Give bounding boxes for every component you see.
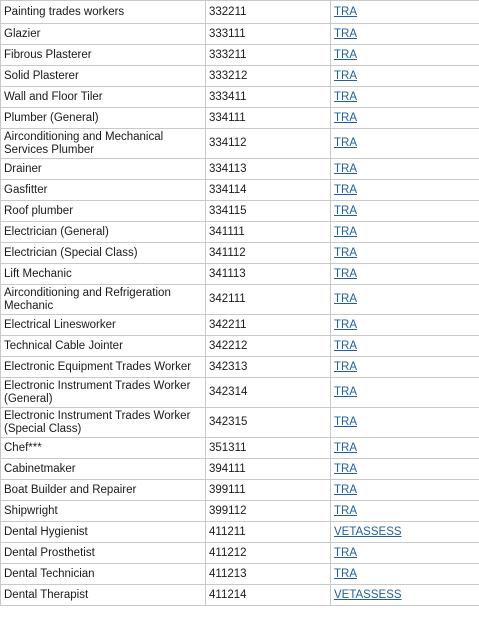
occupation-name: Lift Mechanic (1, 264, 206, 285)
assessing-authority-link[interactable]: TRA (334, 90, 357, 103)
occupation-table-body (1, 1, 479, 606)
table-row (1, 180, 479, 201)
occupation-code: 333411 (206, 87, 331, 108)
assessing-authority-link[interactable]: TRA (334, 267, 357, 280)
occupation-code: 332211 (206, 1, 331, 24)
assessing-authority-link[interactable]: TRA (334, 69, 357, 82)
occupation-code: 411212 (206, 543, 331, 564)
table-row (1, 378, 479, 408)
occupation-name: Plumber (General) (1, 108, 206, 129)
occupation-code: 334114 (206, 180, 331, 201)
occupation-name: Technical Cable Jointer (1, 336, 206, 357)
assessing-authority-link[interactable]: TRA (334, 339, 357, 352)
assessing-authority-cell (331, 501, 479, 522)
assessing-authority-link[interactable]: TRA (334, 318, 357, 331)
occupation-code: 341112 (206, 243, 331, 264)
assessing-authority-cell (331, 522, 479, 543)
occupation-code: 333211 (206, 45, 331, 66)
table-row (1, 264, 479, 285)
assessing-authority-link[interactable]: TRA (334, 462, 357, 475)
table-row (1, 45, 479, 66)
assessing-authority-cell (331, 285, 479, 315)
occupation-name: Gasfitter (1, 180, 206, 201)
table-row (1, 480, 479, 501)
assessing-authority-link[interactable]: TRA (334, 360, 357, 373)
occupation-name: Cabinetmaker (1, 459, 206, 480)
assessing-authority-link[interactable]: TRA (334, 293, 357, 305)
table-row (1, 87, 479, 108)
occupation-name: Drainer (1, 159, 206, 180)
assessing-authority-cell (331, 66, 479, 87)
assessing-authority-link[interactable]: TRA (334, 204, 357, 217)
assessing-authority-cell (331, 357, 479, 378)
occupation-name: Electrician (Special Class) (1, 243, 206, 264)
table-row (1, 357, 479, 378)
assessing-authority-link[interactable]: TRA (334, 137, 357, 149)
table-row (1, 243, 479, 264)
occupation-name: Chef*** (1, 438, 206, 459)
assessing-authority-cell (331, 543, 479, 564)
assessing-authority-cell (331, 378, 479, 408)
assessing-authority-cell (331, 315, 479, 336)
assessing-authority-cell (331, 1, 479, 24)
occupation-name: Electronic Instrument Trades Worker (General) (1, 378, 206, 408)
occupation-name: Boat Builder and Repairer (1, 480, 206, 501)
assessing-authority-link[interactable]: TRA (334, 546, 357, 559)
occupation-code: 342111 (206, 285, 331, 315)
occupation-code: 411213 (206, 564, 331, 585)
assessing-authority-link[interactable]: TRA (334, 504, 357, 517)
occupation-name: Electronic Equipment Trades Worker (1, 357, 206, 378)
assessing-authority-cell (331, 480, 479, 501)
occupation-name: Fibrous Plasterer (1, 45, 206, 66)
table-row (1, 459, 479, 480)
assessing-authority-cell (331, 180, 479, 201)
occupation-name: Shipwright (1, 501, 206, 522)
occupation-name: Dental Technician (1, 564, 206, 585)
table-row (1, 522, 479, 543)
occupation-code: 342313 (206, 357, 331, 378)
occupation-name: Electronic Instrument Trades Worker (Special Class) (1, 408, 206, 438)
assessing-authority-cell (331, 264, 479, 285)
occupation-name: Airconditioning and Mechanical Services Plumber (1, 129, 206, 159)
occupation-code: 411214 (206, 585, 331, 606)
occupation-code: 342211 (206, 315, 331, 336)
assessing-authority-cell (331, 108, 479, 129)
occupation-name: Glazier (1, 24, 206, 45)
occupation-name: Painting trades workers (1, 1, 206, 24)
occupation-code: 334111 (206, 108, 331, 129)
assessing-authority-link[interactable]: TRA (334, 567, 357, 580)
assessing-authority-link[interactable]: TRA (334, 386, 357, 398)
occupation-code: 399111 (206, 480, 331, 501)
assessing-authority-cell (331, 438, 479, 459)
assessing-authority-link[interactable]: VETASSESS (334, 525, 402, 538)
occupation-code: 341111 (206, 222, 331, 243)
table-row (1, 285, 479, 315)
occupation-name: Dental Prosthetist (1, 543, 206, 564)
assessing-authority-link[interactable]: VETASSESS (334, 588, 402, 601)
assessing-authority-cell (331, 585, 479, 606)
assessing-authority-cell (331, 45, 479, 66)
assessing-authority-link[interactable]: TRA (334, 246, 357, 259)
occupation-code: 334113 (206, 159, 331, 180)
occupation-name: Electrician (General) (1, 222, 206, 243)
assessing-authority-cell (331, 129, 479, 159)
assessing-authority-cell (331, 408, 479, 438)
assessing-authority-cell (331, 564, 479, 585)
occupation-code: 351311 (206, 438, 331, 459)
assessing-authority-link[interactable]: TRA (334, 5, 357, 18)
assessing-authority-link[interactable]: TRA (334, 48, 357, 61)
occupation-code: 342315 (206, 408, 331, 438)
table-row (1, 108, 479, 129)
assessing-authority-link[interactable]: TRA (334, 111, 357, 124)
assessing-authority-cell (331, 87, 479, 108)
assessing-authority-cell (331, 222, 479, 243)
occupation-code: 411211 (206, 522, 331, 543)
occupation-name: Dental Hygienist (1, 522, 206, 543)
occupation-name: Airconditioning and Refrigeration Mechanic (1, 285, 206, 315)
table-row (1, 1, 479, 24)
assessing-authority-cell (331, 459, 479, 480)
table-row (1, 408, 479, 438)
assessing-authority-cell (331, 24, 479, 45)
assessing-authority-link[interactable]: TRA (334, 441, 357, 454)
occupation-name: Wall and Floor Tiler (1, 87, 206, 108)
occupation-name: Dental Therapist (1, 585, 206, 606)
table-row (1, 159, 479, 180)
assessing-authority-link[interactable]: TRA (334, 416, 357, 428)
assessing-authority-link[interactable]: TRA (334, 183, 357, 196)
table-row (1, 24, 479, 45)
occupation-code: 342314 (206, 378, 331, 408)
assessing-authority-link[interactable]: TRA (334, 225, 357, 238)
table-row (1, 315, 479, 336)
table-row (1, 585, 479, 606)
table-row (1, 543, 479, 564)
occupation-code: 333111 (206, 24, 331, 45)
occupation-code: 334112 (206, 129, 331, 159)
table-row (1, 222, 479, 243)
occupation-code: 341113 (206, 264, 331, 285)
assessing-authority-link[interactable]: TRA (334, 162, 357, 175)
occupation-code: 333212 (206, 66, 331, 87)
occupation-name: Electrical Linesworker (1, 315, 206, 336)
table-row (1, 66, 479, 87)
assessing-authority-link[interactable]: TRA (334, 483, 357, 496)
assessing-authority-cell (331, 201, 479, 222)
table-row (1, 336, 479, 357)
occupation-code: 399112 (206, 501, 331, 522)
table-row (1, 564, 479, 585)
assessing-authority-cell (331, 336, 479, 357)
assessing-authority-cell (331, 159, 479, 180)
occupation-code: 342212 (206, 336, 331, 357)
occupation-code: 334115 (206, 201, 331, 222)
occupation-name: Solid Plasterer (1, 66, 206, 87)
table-row (1, 438, 479, 459)
assessing-authority-link[interactable]: TRA (334, 27, 357, 40)
table-row (1, 129, 479, 159)
table-row (1, 501, 479, 522)
occupation-code: 394111 (206, 459, 331, 480)
table-row (1, 201, 479, 222)
assessing-authority-cell (331, 243, 479, 264)
occupation-name: Roof plumber (1, 201, 206, 222)
